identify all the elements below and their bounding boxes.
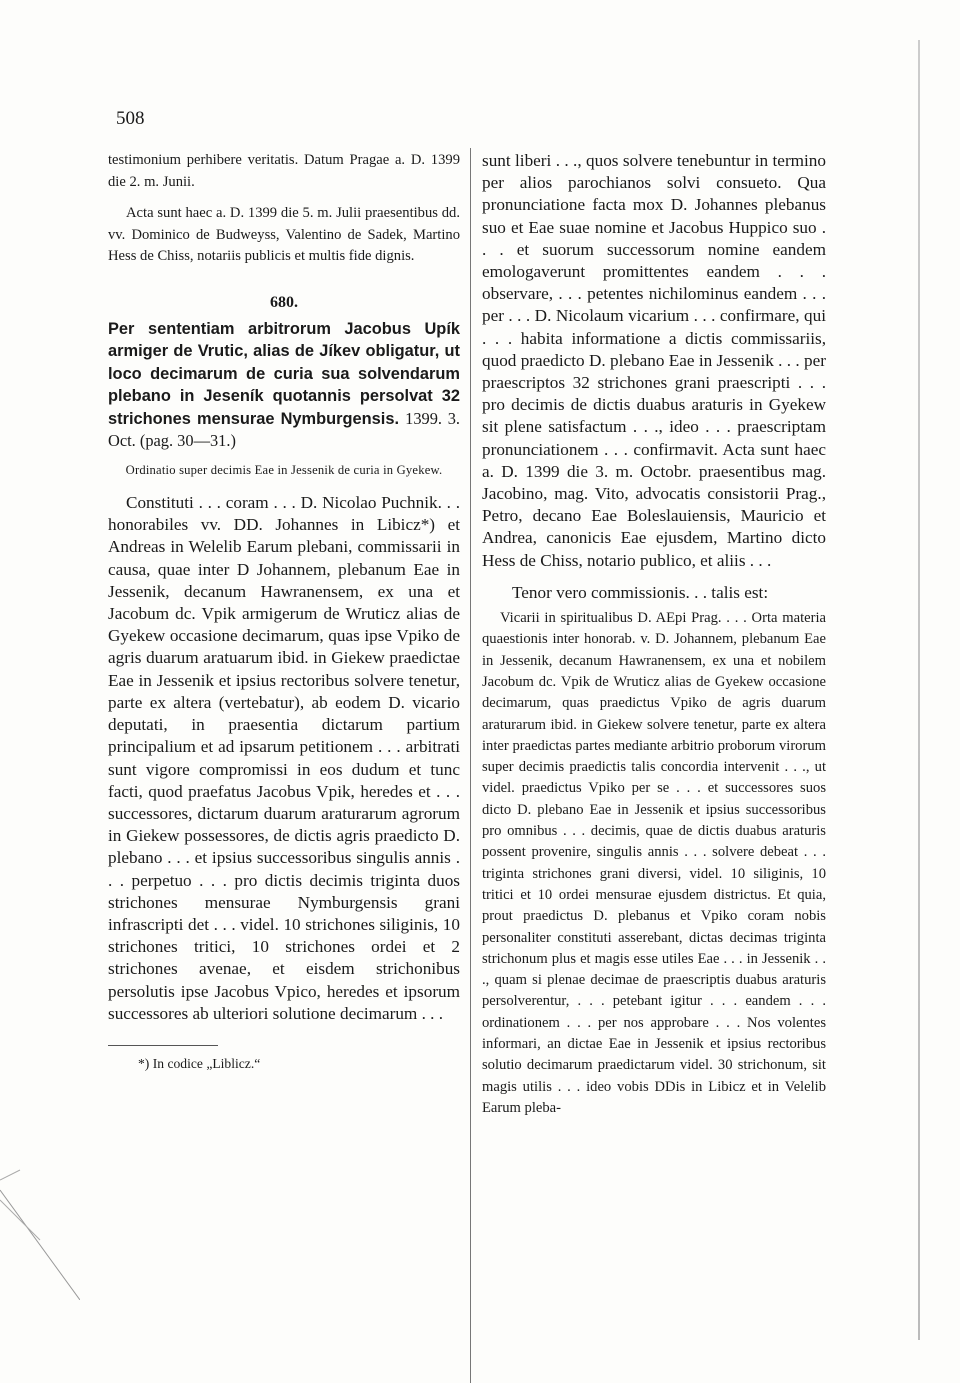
ordinatio-caption: Ordinatio super decimis Eae in Jessenik de curia in Gyekew.	[125, 463, 443, 478]
document-heading	[108, 318, 460, 454]
acta-paragraph: Acta sunt haec a. D. 1399 die 5. m. Julii praesentibus dd. vv. Dominico de Budweyss, Valentino de Sadek, Martino Hess de Chiss, notariis publicis et multis fide dignis.	[108, 205, 460, 264]
heading-date: 1399. 3. Oct. (pag. 30—31.)	[108, 408, 460, 451]
heading-text: Per sententiam arbitrorum Jacobus Upík armiger de Vrutic, alias de Jíkev obligatur, ut loco decimarum de curia sua solvendarum plebano in Jeseník quotannis persolvat 32 strichones mensurae Nymburgensis.	[108, 319, 460, 428]
right-body-text: sunt liberi . . ., quos solvere tenebuntur in termino per alios parochianos solvi consueto. Qua pronunciatione facta mox D. Johannes plebanus suo et Eae suae nomine et Jacobus Huppico suo . . . et suorum successorum nomine eandem emologaverunt promittentes eandem . . . observare, . . . petentes nichilominus eandem . . . per . . . D. Nicolaum vicarium . . . confirmare, qui . . . habita informatione a dictis commissariis, quod praedicto D. plebano Eae in Jessenik . . . per praescriptos 32 strichones grani praescripti . . . pro decimis de dictis duabus araturis in Gyekew sit plene satisfactum . . ., ideo . . . praescriptam pronunciationem . . . confirmavit. Acta sunt haec a. D. 1399 die 3. m. Octobr. praesentibus mag. Jacobino, mag. Vito, advocatis consistorii Prag., Petro, decano Eae Boleslauiensis, Mauricio et Andrea, canonicis Eae ejusdem, Martino dicto Hess de Chiss, notario publico, et aliis . . .	[482, 151, 826, 570]
corner-fold-mark	[0, 1160, 80, 1300]
column-divider	[470, 148, 471, 1383]
document-number: 680.	[270, 293, 298, 311]
scan-edge	[918, 40, 920, 1340]
footnote: *) In codice „Liblicz.“	[138, 1055, 261, 1071]
footnote-rule	[108, 1045, 218, 1046]
right-column	[482, 150, 826, 1119]
commission-text: Vicarii in spiritualibus D. AEpi Prag. . . . Orta materia quaestionis inter honorab. v. D. Johannem, plebanum Eae in Jessenik, decanum Hawranensem, ex una et nobilem Jacobum dc. Vpik de Wruticz alias de Gyekew occasione decimarum, quas praedictus Vpiko de agris duarum araturarum ibid. in Giekew solvere tenetur, parte ex altera inter praedictas partes mediante arbitrio proborum virorum super decimis praedictis talis concordia intervenit . . ., ut videl. praedictus Vpiko per se . . . et successores suos dicto D. plebano Eae in Jessenik et ipsius successoribus pro omnibus . . . decimis, quae de dictis duabus araturis possent provenire, singulis annis . . . solvere debeat . . . triginta strichones grani diversi, videl. 10 siliginis, 10 tritici et 10 ordei mensurae ejusdem districtus. Et quia, prout praedictus D. plebanus et Vpiko coram nobis personaliter constituti asserebant, dictas decimas triginta strichonum plus et magis esse utiles Eae . . . in Jessenik . . ., quam si plenae decimae de praescriptis duabus araturis persolverentur, . . . petebant igitur . . . eandem . . . ordinationem . . . per nos approbare . . . Nos volentes informari, an dictae Eae in Jessenik et ipsius rectoribus solutio decimarum praedictarum videl. 30 strichonum, sit magis utilis . . . ideo vobis DDis in Libicz et in Velelib Earum pleba-	[482, 610, 826, 1116]
left-column	[108, 150, 460, 1072]
closing-paragraph: testimonium perhibere veritatis. Datum Pragae a. D. 1399 die 2. m. Junii.	[108, 152, 460, 190]
left-body-text: Constituti . . . coram . . . D. Nicolao Puchnik. . . honorabiles vv. DD. Johannes in Libicz*) et Andreas in Welelib Earum plebani, commissarii in causa, quae inter D Johannem, plebanum Eae in Jessenik, decanum Hawranensem, ex una et Jacobum dc. Vpik armigerum de Wruticz alias de Gyekew occasione decimarum, quas ipse Vpiko de agris duarum aratuarum ibid. in Giekew praedictae Eae in Jessenik et ipsius rectoribus solvere tenetur, parte ex altera (vertebatur), ab eodem D. vicario deputati, in praesentia dictarum partium principalium et ad ipsarum petitionem . . . arbitrati sunt vigore compromissi in eos dudum et tunc facti, quod praefatus Jacobus Vpik, heredes et . . . successores, dictarum duarum araturarum agrorum in Giekew possessores, de dictis agris praedicto D. plebano . . . et ipsius successoribus singulis annis . . . perpetuo . . . pro dictis decimis triginta duos strichones mensurae Nymburgensis grani infrascripti det . . . videl. 10 strichones siliginis, 10 strichones tritici, 10 strichones ordei et 2 strichones avenae, et eisdem strichonibus persolutis ipse Jacobus Vpico, heredes et ipsorum successores ab ulteriori solutione decimarum . . .	[108, 493, 460, 1023]
tenor-line: Tenor vero commissionis. . . talis est:	[512, 582, 769, 602]
page-number: 508	[116, 108, 145, 129]
